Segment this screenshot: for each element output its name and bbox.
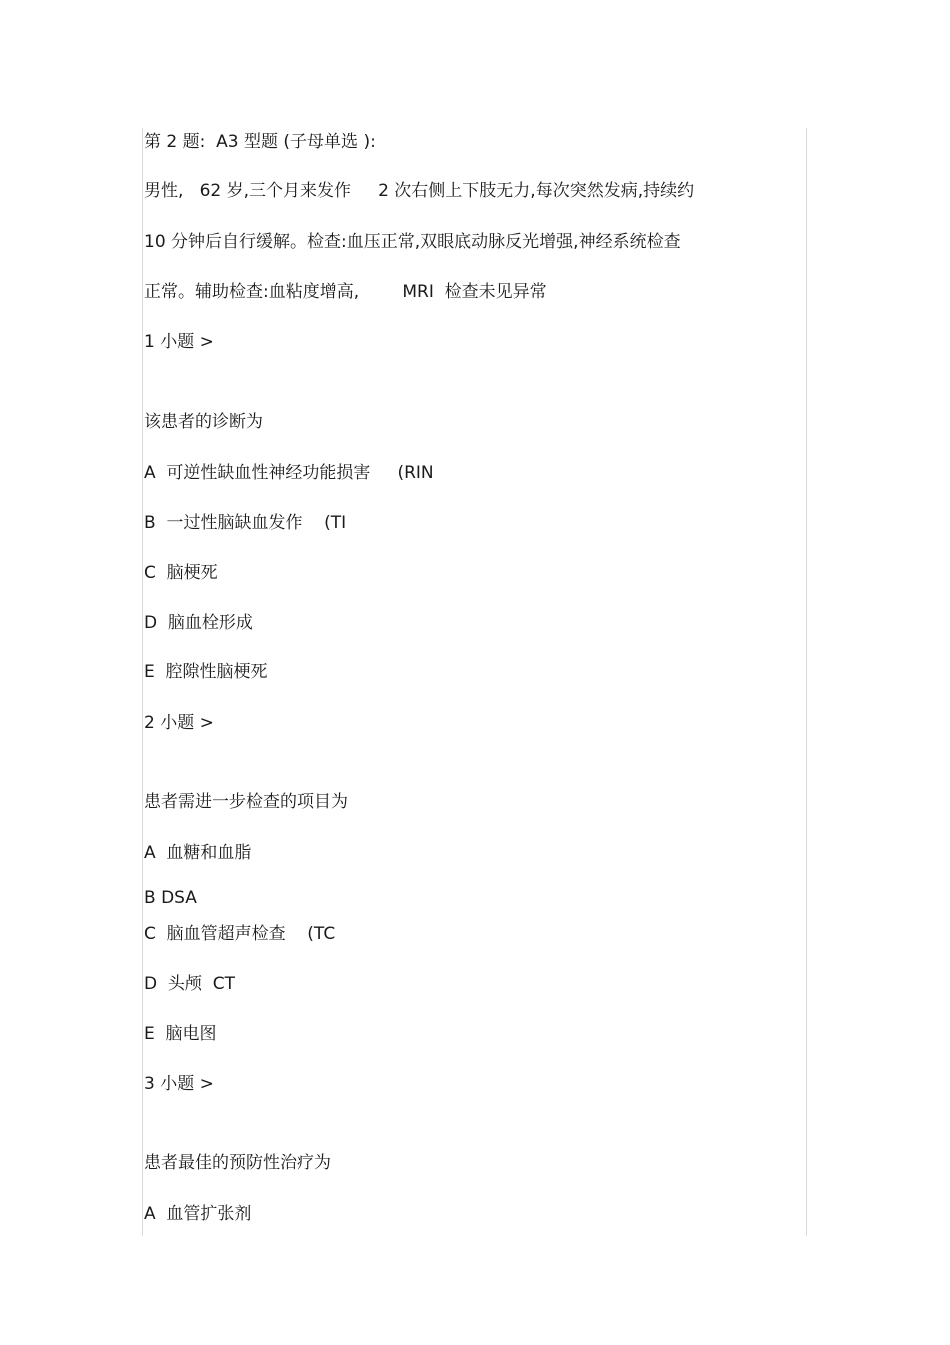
question-stem-line-2: 10 分钟后自行缓解。检查:血压正常,双眼底动脉反光增强,神经系统检查 — [144, 232, 681, 252]
sub-question-2-option-b: B DSA — [144, 888, 197, 908]
sub-question-2-option-d: D 头颅 CT — [144, 974, 235, 994]
sub-question-3-prompt: 患者最佳的预防性治疗为 — [144, 1153, 331, 1173]
sub-question-1-option-d: D 脑血栓形成 — [144, 613, 253, 633]
sub-question-2-prompt: 患者需进一步检查的项目为 — [144, 792, 348, 812]
sub-question-2-option-e: E 脑电图 — [144, 1024, 217, 1044]
left-margin-rule — [142, 128, 143, 1236]
sub-question-2-option-a: A 血糖和血脂 — [144, 843, 252, 863]
question-header: 第 2 题: A3 型题 (子母单选 ): — [144, 132, 376, 152]
sub-question-1-option-b: B 一过性脑缺血发作 (TI — [144, 513, 347, 533]
question-stem-line-3: 正常。辅助检查:血粘度增高, MRI 检查未见异常 — [144, 282, 547, 302]
sub-question-1-option-e: E 腔隙性脑梗死 — [144, 662, 268, 682]
sub-question-3-label: 3 小题 > — [144, 1074, 214, 1094]
question-stem-line-1: 男性, 62 岁,三个月来发作 2 次右侧上下肢无力,每次突然发病,持续约 — [144, 181, 695, 201]
sub-question-2-option-c: C 脑血管超声检查 (TC — [144, 924, 336, 944]
sub-question-3-option-a: A 血管扩张剂 — [144, 1204, 252, 1224]
sub-question-1-prompt: 该患者的诊断为 — [144, 412, 263, 432]
sub-question-1-option-a: A 可逆性缺血性神经功能损害 (RIN — [144, 463, 434, 483]
sub-question-1-label: 1 小题 > — [144, 332, 214, 352]
sub-question-1-option-c: C 脑梗死 — [144, 563, 218, 583]
sub-question-2-label: 2 小题 > — [144, 713, 214, 733]
right-margin-rule — [806, 128, 807, 1236]
